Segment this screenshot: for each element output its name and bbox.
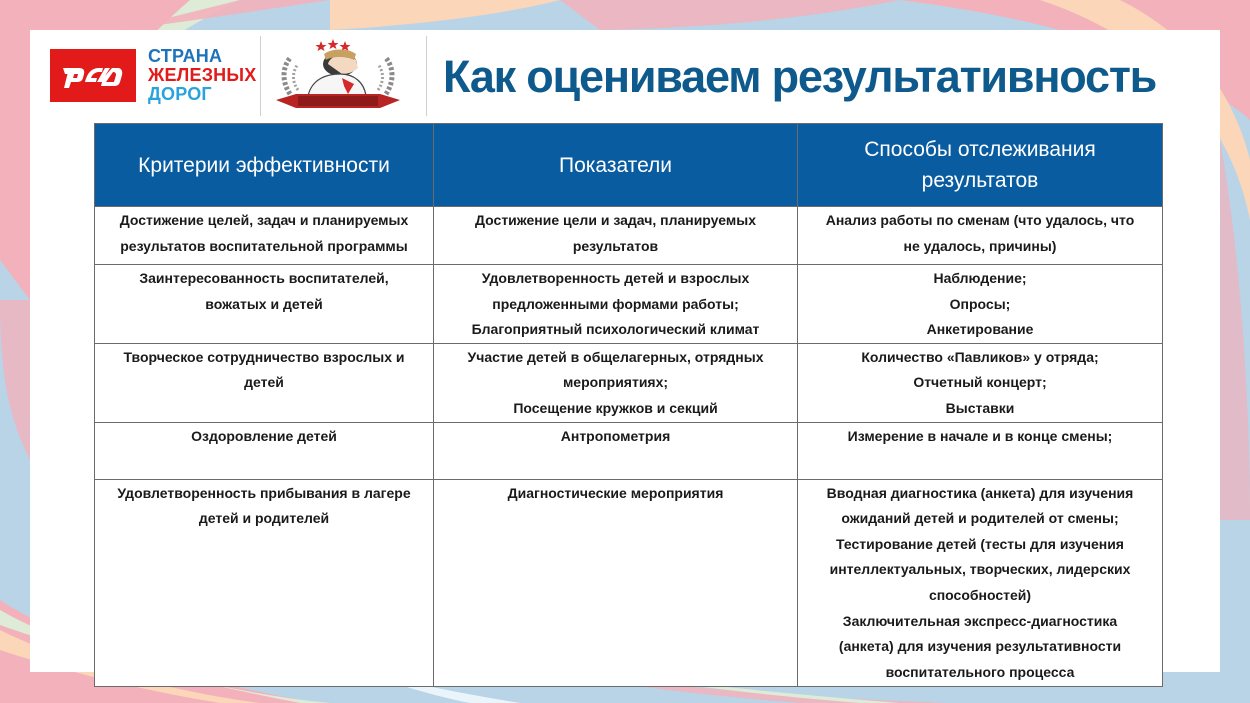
indicators-cell: Достижение цели и задач, планируемых результатов (434, 207, 798, 265)
rzd-logo (50, 49, 136, 102)
indicators-cell: Удовлетворенность детей и взрослых предложенными формами работы; Благоприятный психологический климат (434, 265, 798, 344)
table-header-row (95, 124, 1163, 207)
table-row (95, 343, 1163, 422)
methods-cell: Анализ работы по сменам (что удалось, что не удалось, причины) (798, 207, 1163, 265)
emblem-icon (268, 38, 408, 112)
column-header-criteria: Критерии эффективности (95, 124, 434, 207)
brand-line-3: ДОРОГ (148, 84, 212, 104)
table-row (95, 265, 1163, 344)
methods-cell: Количество «Павликов» у отряда; Отчетный концерт; Выставки (798, 343, 1163, 422)
table-row (95, 422, 1163, 479)
slide-title: Как оцениваем результативность (443, 51, 1157, 102)
criteria-cell: Творческое сотрудничество взрослых и детей (95, 343, 434, 422)
indicators-cell: Диагностические мероприятия (434, 479, 798, 686)
criteria-cell: Оздоровление детей (95, 422, 434, 479)
table-row (95, 479, 1163, 686)
indicators-cell: Участие детей в общелагерных, отрядных мероприятиях; Посещение кружков и секций (434, 343, 798, 422)
rzd-logo-icon (61, 62, 125, 90)
methods-cell: Наблюдение; Опросы; Анкетирование (798, 265, 1163, 344)
criteria-cell: Заинтересованность воспитателей, вожатых и детей (95, 265, 434, 344)
criteria-cell: Достижение целей, задач и планируемых результатов воспитательной программы (95, 207, 434, 265)
effectiveness-table (94, 123, 1163, 687)
brand-line-1: СТРАНА (148, 46, 223, 66)
methods-cell: Измерение в начале и в конце смены; (798, 422, 1163, 479)
criteria-cell: Удовлетворенность прибывания в лагере детей и родителей (95, 479, 434, 686)
header-divider-2 (426, 36, 427, 116)
header-divider-1 (260, 36, 261, 116)
column-header-methods: Способы отслеживания результатов (798, 124, 1163, 207)
brand-text (148, 47, 256, 104)
stars-icon (316, 39, 351, 51)
camp-emblem (268, 38, 408, 112)
methods-cell: Вводная диагностика (анкета) для изучения ожиданий детей и родителей от смены; Тестирование детей (тесты для изучения интеллектуальных, творческих, лидерских способностей) Заключительная экспресс-диагностика (анкета) для изучения результативности воспитательного процесса (798, 479, 1163, 686)
column-header-indicators: Показатели (434, 124, 798, 207)
indicators-cell: Антропометрия (434, 422, 798, 479)
table-row (95, 207, 1163, 265)
brand-line-2: ЖЕЛЕЗНЫХ (148, 65, 257, 85)
